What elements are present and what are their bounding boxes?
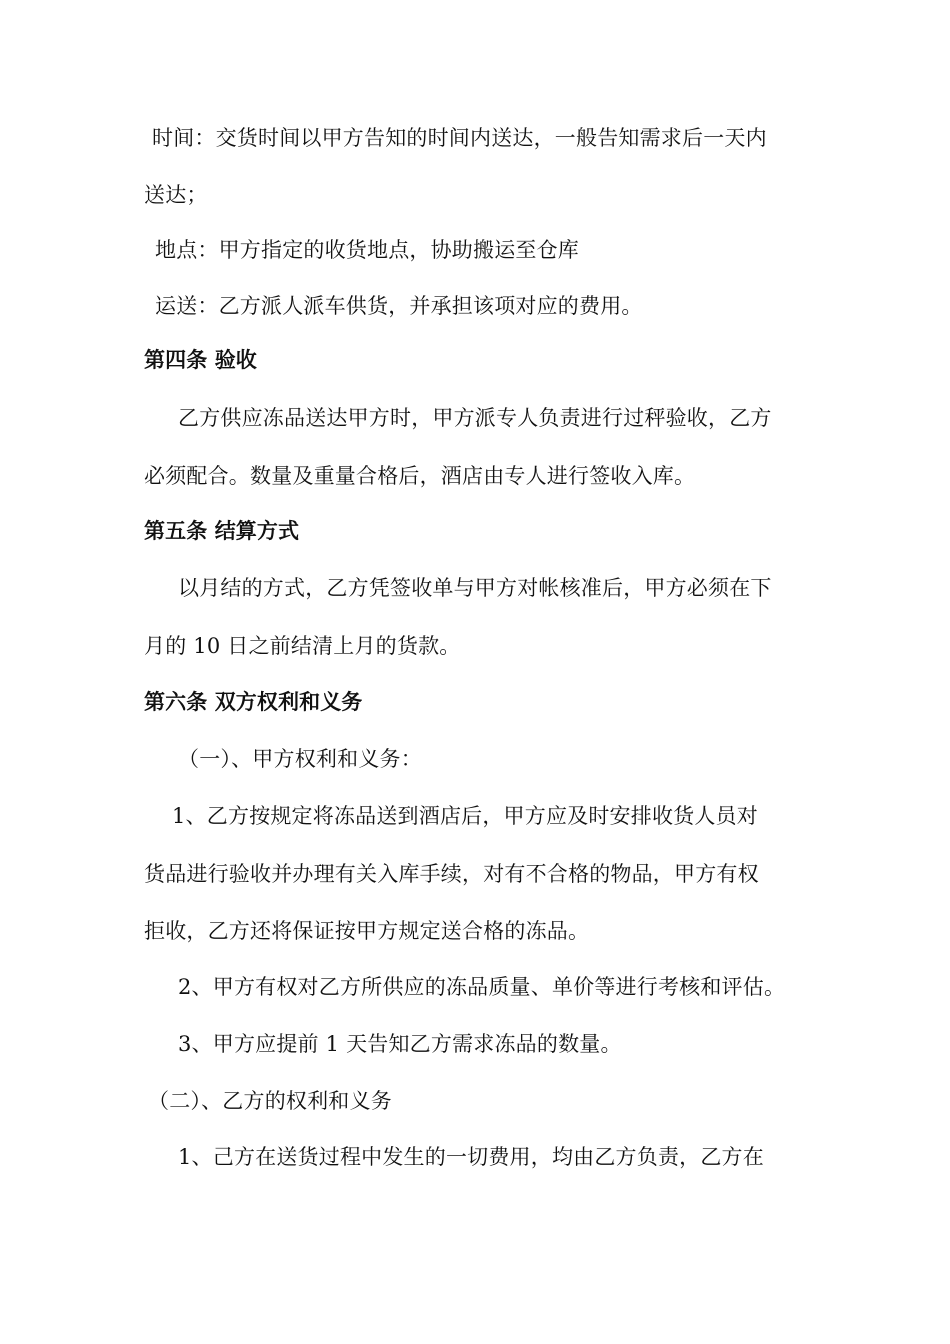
- party-b-item-1-line-1: 1、己方在送货过程中发生的一切费用，均由乙方负责，乙方在: [178, 1145, 764, 1169]
- party-a-item-1-line-3: 拒收，乙方还将保证按甲方规定送合格的冻品。: [144, 919, 590, 943]
- delivery-location-line: 地点：甲方指定的收货地点，协助搬运至仓库: [155, 238, 579, 262]
- acceptance-paragraph-line-1: 乙方供应冻品送达甲方时，甲方派专人负责进行过秤验收，乙方: [178, 406, 772, 430]
- settlement-paragraph-line-2: 月的 10 日之前结清上月的货款。: [144, 634, 461, 658]
- settlement-paragraph-line-1: 以月结的方式，乙方凭签收单与甲方对帐核准后，甲方必须在下: [178, 576, 772, 600]
- article-five-heading: 第五条 结算方式: [144, 518, 300, 543]
- party-a-item-3: 3、甲方应提前 1 天告知乙方需求冻品的数量。: [178, 1032, 622, 1056]
- transport-line: 运送：乙方派人派车供货，并承担该项对应的费用。: [155, 294, 643, 318]
- party-a-item-1-line-1: 1、乙方按规定将冻品送到酒店后，甲方应及时安排收货人员对: [172, 804, 758, 828]
- party-a-item-2: 2、甲方有权对乙方所供应的冻品质量、单价等进行考核和评估。: [178, 975, 786, 999]
- delivery-time-continuation: 送达；: [144, 183, 208, 207]
- party-a-item-1-line-2: 货品进行验收并办理有关入库手续，对有不合格的物品，甲方有权: [144, 862, 759, 886]
- party-b-subheading: （二）、乙方的权利和义务: [148, 1089, 392, 1113]
- article-four-heading: 第四条 验收: [144, 347, 257, 372]
- acceptance-paragraph-line-2: 必须配合。数量及重量合格后，酒店由专人进行签收入库。: [144, 464, 696, 488]
- delivery-time-line: 时间：交货时间以甲方告知的时间内送达，一般告知需求后一天内: [152, 126, 767, 150]
- party-a-subheading: （一）、甲方权利和义务：: [178, 747, 422, 771]
- article-six-heading: 第六条 双方权利和义务: [144, 689, 363, 714]
